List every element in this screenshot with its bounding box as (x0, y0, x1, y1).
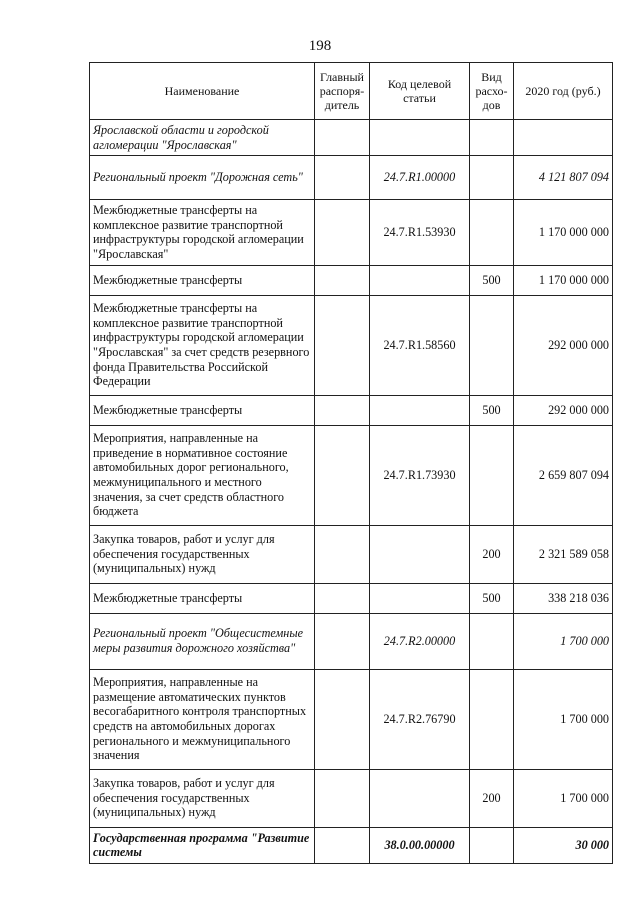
row-type-cell (470, 669, 514, 769)
row-type-cell: 200 (470, 769, 514, 827)
table-row (90, 295, 613, 395)
row-name-cell: Межбюджетные трансферты (90, 265, 315, 295)
row-type-cell (470, 200, 514, 265)
row-code-cell: 24.7.R1.53930 (370, 200, 470, 265)
row-name-cell: Межбюджетные трансферты на комплексное развитие транспортной инфраструктуры городской агломерации "Ярославская" за счет средств резервного фонда Правительства Российской Федерации (90, 295, 315, 395)
row-code-cell: 24.7.R2.00000 (370, 613, 470, 669)
row-admin-cell (315, 769, 370, 827)
row-type-cell (470, 827, 514, 863)
row-type-cell (470, 613, 514, 669)
row-code-cell (370, 395, 470, 425)
row-type-cell: 500 (470, 395, 514, 425)
table-row (90, 583, 613, 613)
row-amount-cell: 30 000 (514, 827, 613, 863)
table-header-row (90, 63, 613, 120)
row-type-cell: 500 (470, 265, 514, 295)
row-code-cell: 38.0.00.00000 (370, 827, 470, 863)
row-type-cell: 200 (470, 525, 514, 583)
row-code-cell (370, 265, 470, 295)
table-row (90, 395, 613, 425)
row-admin-cell (315, 425, 370, 525)
row-admin-cell (315, 295, 370, 395)
row-name-cell: Мероприятия, направленные на приведение в нормативное состояние автомобильных дорог регионального, межмуниципального и местного значения, за счет средств областного бюджета (90, 425, 315, 525)
row-name-cell: Региональный проект "Дорожная сеть" (90, 156, 315, 200)
page-number: 198 (308, 38, 332, 54)
header-year-amount: 2020 год (руб.) (514, 63, 613, 120)
row-admin-cell (315, 583, 370, 613)
row-amount-cell: 1 700 000 (514, 613, 613, 669)
row-admin-cell (315, 395, 370, 425)
row-name-cell: Межбюджетные трансферты (90, 395, 315, 425)
table-row (90, 613, 613, 669)
row-admin-cell (315, 200, 370, 265)
row-code-cell (370, 525, 470, 583)
table-body (90, 120, 613, 864)
row-admin-cell (315, 827, 370, 863)
table-row (90, 200, 613, 265)
row-admin-cell (315, 120, 370, 156)
row-type-cell (470, 120, 514, 156)
row-name-cell: Закупка товаров, работ и услуг для обеспечения государственных (муниципальных) нужд (90, 525, 315, 583)
table-row (90, 156, 613, 200)
row-code-cell: 24.7.R1.00000 (370, 156, 470, 200)
header-expense-type: Вид расхо-дов (470, 63, 514, 120)
row-name-cell: Межбюджетные трансферты (90, 583, 315, 613)
row-admin-cell (315, 156, 370, 200)
row-name-cell: Мероприятия, направленные на размещение автоматических пунктов весогабаритного контроля транспортных средств на автомобильных дорогах регионального и межмуниципального значения (90, 669, 315, 769)
row-name-cell: Региональный проект "Общесистемные меры развития дорожного хозяйства" (90, 613, 315, 669)
table-row (90, 669, 613, 769)
budget-table (89, 62, 613, 864)
row-amount-cell: 2 321 589 058 (514, 525, 613, 583)
row-amount-cell: 1 170 000 000 (514, 265, 613, 295)
row-code-cell (370, 120, 470, 156)
row-name-cell: Государственная программа "Развитие системы (90, 827, 315, 863)
row-amount-cell (514, 120, 613, 156)
row-type-cell (470, 156, 514, 200)
row-amount-cell: 292 000 000 (514, 395, 613, 425)
row-type-cell (470, 295, 514, 395)
row-type-cell (470, 425, 514, 525)
row-amount-cell: 4 121 807 094 (514, 156, 613, 200)
row-amount-cell: 1 700 000 (514, 669, 613, 769)
row-type-cell: 500 (470, 583, 514, 613)
header-name: Наименование (90, 63, 315, 120)
table-row (90, 769, 613, 827)
row-name-cell: Закупка товаров, работ и услуг для обеспечения государственных (муниципальных) нужд (90, 769, 315, 827)
row-code-cell (370, 583, 470, 613)
header-main-admin: Главный распоря-дитель (315, 63, 370, 120)
row-code-cell: 24.7.R1.73930 (370, 425, 470, 525)
row-amount-cell: 1 170 000 000 (514, 200, 613, 265)
table-row (90, 827, 613, 863)
row-amount-cell: 338 218 036 (514, 583, 613, 613)
row-code-cell: 24.7.R2.76790 (370, 669, 470, 769)
row-code-cell (370, 769, 470, 827)
row-admin-cell (315, 613, 370, 669)
row-code-cell: 24.7.R1.58560 (370, 295, 470, 395)
row-name-cell: Межбюджетные трансферты на комплексное развитие транспортной инфраструктуры городской агломерации "Ярославская" (90, 200, 315, 265)
row-amount-cell: 1 700 000 (514, 769, 613, 827)
header-target-code: Код целевой статьи (370, 63, 470, 120)
table-row (90, 425, 613, 525)
table-row (90, 265, 613, 295)
row-name-cell: Ярославской области и городской агломерации "Ярославская" (90, 120, 315, 156)
row-admin-cell (315, 669, 370, 769)
table-row (90, 120, 613, 156)
row-amount-cell: 2 659 807 094 (514, 425, 613, 525)
table-row (90, 525, 613, 583)
row-admin-cell (315, 265, 370, 295)
row-admin-cell (315, 525, 370, 583)
row-amount-cell: 292 000 000 (514, 295, 613, 395)
